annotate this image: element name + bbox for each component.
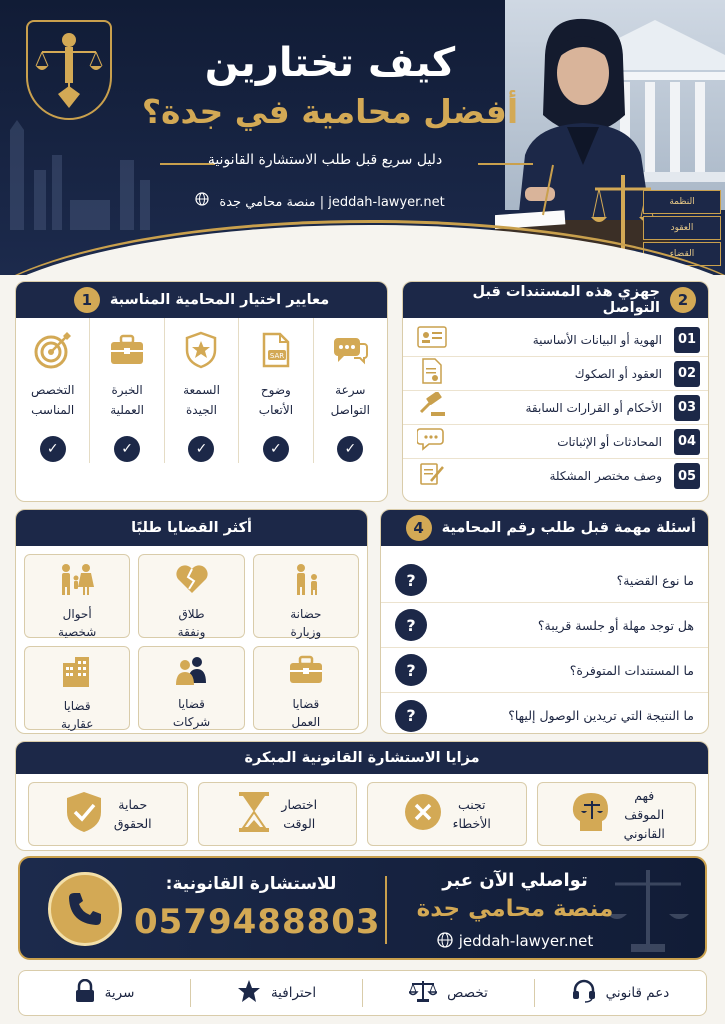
- document-number: 04: [674, 429, 700, 455]
- case-item: [24, 646, 130, 730]
- star-icon: [237, 979, 261, 1007]
- criteria-label: سرعة التواصل: [330, 383, 371, 417]
- cases-header: [16, 510, 367, 546]
- case-item: [253, 646, 359, 730]
- contract-icon: [415, 358, 449, 389]
- questions-title: أسئلة مهمة قبل طلب رقم المحامية: [441, 520, 696, 536]
- globe-icon: [437, 932, 453, 952]
- book-spine: النظمة: [643, 190, 721, 214]
- section-number-badge: 1: [74, 287, 100, 313]
- chat-icon: [330, 330, 370, 374]
- benefit-label: تجنب الأخطاء: [452, 797, 491, 831]
- documents-header: [403, 282, 708, 318]
- id-card-icon: [415, 326, 449, 353]
- footer-label: احترافية: [270, 985, 317, 1001]
- documents-card: [402, 281, 709, 502]
- family-icon: [57, 563, 97, 599]
- check-icon: ✓: [114, 436, 140, 462]
- question-mark-icon: ?: [395, 564, 427, 596]
- question-mark-icon: ?: [395, 609, 427, 641]
- document-label: الأحكام أو القرارات السابقة: [525, 400, 662, 415]
- footer-item: [534, 979, 706, 1007]
- document-item: [403, 391, 708, 425]
- scale-icon: [409, 979, 437, 1007]
- criteria-item: [89, 318, 163, 463]
- cases-title: أكثر القضايا طلبًا: [131, 520, 252, 536]
- criteria-item: [16, 318, 89, 463]
- case-label: قضايا شركات: [172, 697, 211, 729]
- document-number: 05: [674, 463, 700, 489]
- footer-item: [362, 979, 534, 1007]
- benefits-card: [15, 741, 709, 851]
- questions-list: [381, 546, 708, 734]
- case-label: حضانة وزيارة: [290, 607, 322, 639]
- case-item: [138, 646, 244, 730]
- benefit-label: اختصار الوقت: [281, 797, 318, 831]
- document-number: 02: [674, 361, 700, 387]
- shield-check-icon: [64, 790, 104, 838]
- contact-divider: [385, 876, 387, 944]
- questions-card: [380, 509, 709, 734]
- benefits-row: [16, 774, 708, 851]
- footer-label: دعم قانوني: [605, 985, 670, 1001]
- consultation-label: للاستشارة القانونية:: [165, 874, 337, 894]
- fee-document-icon: [256, 330, 296, 374]
- hero-title-line2: أفضل محامية في جدة؟: [141, 92, 519, 131]
- criteria-item: [164, 318, 238, 463]
- case-item: [253, 554, 359, 638]
- contact-cta: تواصلي الآن عبر: [442, 870, 588, 891]
- footer-features: [18, 970, 707, 1016]
- criteria-title: معايير اختيار المحامية المناسبة: [109, 292, 330, 308]
- benefit-label: حماية الحقوق: [113, 797, 152, 831]
- book-spine: القضاء: [643, 242, 721, 266]
- book-spine: العقود: [643, 216, 721, 240]
- hero-site-line: [190, 192, 450, 210]
- benefit-item: [537, 782, 697, 846]
- hero-subtitle: دليل سريع قبل طلب الاستشارة القانونية: [207, 152, 443, 168]
- document-number: 01: [674, 327, 700, 353]
- documents-list: [403, 318, 708, 498]
- benefit-item: [198, 782, 358, 846]
- case-label: قضايا العمل: [291, 697, 321, 729]
- gavel-icon: [415, 392, 449, 423]
- case-label: طلاق ونفقة: [177, 607, 206, 639]
- note-edit-icon: [415, 461, 449, 492]
- documents-title: جهزي هذه المستندات قبل التواصل: [472, 284, 660, 316]
- justice-logo-emblem: [26, 20, 112, 120]
- question-text: ما نوع القضية؟: [616, 572, 694, 588]
- check-icon: ✓: [40, 436, 66, 462]
- section-number-badge: 4: [406, 515, 432, 541]
- hourglass-icon: [237, 790, 271, 838]
- chat-bubble-icon: [415, 427, 449, 456]
- broken-heart-icon: [174, 563, 210, 599]
- document-number: 03: [674, 395, 700, 421]
- check-icon: ✓: [188, 436, 214, 462]
- check-icon: ✓: [337, 436, 363, 462]
- lock-icon: [75, 979, 95, 1007]
- document-label: المحادثات أو الإثباتات: [557, 434, 662, 449]
- case-label: أحوال شخصية: [58, 607, 97, 639]
- hero-banner: [0, 0, 725, 275]
- criteria-label: السمعة الجيدة: [183, 383, 220, 417]
- benefit-label: فهم الموقف القانوني: [623, 787, 665, 841]
- x-circle-icon: [403, 792, 443, 836]
- briefcase-icon: [107, 330, 147, 374]
- criteria-card: [15, 281, 388, 502]
- footer-label: سرية: [104, 985, 135, 1001]
- question-text: ما النتيجة التي تريدين الوصول إليها؟: [508, 708, 694, 723]
- benefits-title: مزايا الاستشارة القانونية المبكرة: [244, 750, 480, 766]
- question-text: هل توجد مهلة أو جلسة قريبة؟: [537, 617, 694, 633]
- phone-icon[interactable]: [48, 872, 122, 946]
- question-text: ما المستندات المتوفرة؟: [569, 662, 694, 678]
- criteria-header: [16, 282, 387, 318]
- document-item: [403, 459, 708, 493]
- document-label: الهوية أو البيانات الأساسية: [532, 332, 662, 347]
- question-item: [381, 558, 708, 603]
- head-scale-icon: [568, 789, 614, 839]
- benefit-item: [28, 782, 188, 846]
- case-item: [138, 554, 244, 638]
- subtitle-divider: [478, 163, 533, 165]
- benefits-header: [16, 742, 708, 774]
- cases-card: [15, 509, 368, 734]
- criteria-label: التخصص المناسب: [30, 383, 75, 417]
- target-icon: [33, 330, 73, 374]
- criteria-item: [238, 318, 312, 463]
- city-skyline: [0, 120, 200, 230]
- criteria-item: [313, 318, 387, 463]
- phone-number[interactable]: 0579488803: [134, 902, 381, 942]
- footer-item: [19, 979, 190, 1007]
- criteria-label: الخبرة العملية: [110, 383, 144, 417]
- document-item: [403, 323, 708, 357]
- section-number-badge: 2: [670, 287, 696, 313]
- star-shield-icon: [181, 330, 221, 374]
- question-mark-icon: ?: [395, 654, 427, 686]
- case-label: قضايا عقارية: [60, 699, 94, 731]
- document-item: [403, 357, 708, 391]
- headset-icon: [572, 979, 596, 1007]
- question-mark-icon: ?: [395, 700, 427, 732]
- hero-site-text: jeddah-lawyer.net | منصة محامي جدة: [219, 195, 445, 210]
- check-icon: ✓: [263, 436, 289, 462]
- case-item: [24, 554, 130, 638]
- contact-site-line: [400, 932, 630, 952]
- document-label: العقود أو الصكوك: [574, 366, 662, 381]
- globe-icon: [195, 192, 209, 210]
- svg-text:SAR: SAR: [269, 352, 285, 360]
- question-item: [381, 693, 708, 734]
- hero-title-line1: كيف تختارين: [204, 40, 456, 86]
- question-item: [381, 603, 708, 648]
- parent-child-icon: [289, 563, 323, 599]
- site-link[interactable]: jeddah-lawyer.net: [458, 932, 594, 950]
- contact-banner: [18, 856, 707, 960]
- document-label: وصف مختصر المشكلة: [549, 469, 662, 483]
- document-item: [403, 425, 708, 459]
- footer-item: [190, 979, 362, 1007]
- briefcase-icon: [288, 655, 324, 689]
- business-people-icon: [173, 655, 211, 689]
- criteria-label: وضوح الأتعاب: [258, 383, 294, 417]
- footer-label: تخصص: [447, 985, 488, 1001]
- benefit-item: [367, 782, 527, 846]
- criteria-row: [16, 318, 387, 463]
- cases-grid: [16, 546, 367, 734]
- questions-header: [381, 510, 708, 546]
- question-item: [381, 648, 708, 693]
- platform-name: منصة محامي جدة: [416, 896, 614, 922]
- buildings-icon: [59, 655, 95, 691]
